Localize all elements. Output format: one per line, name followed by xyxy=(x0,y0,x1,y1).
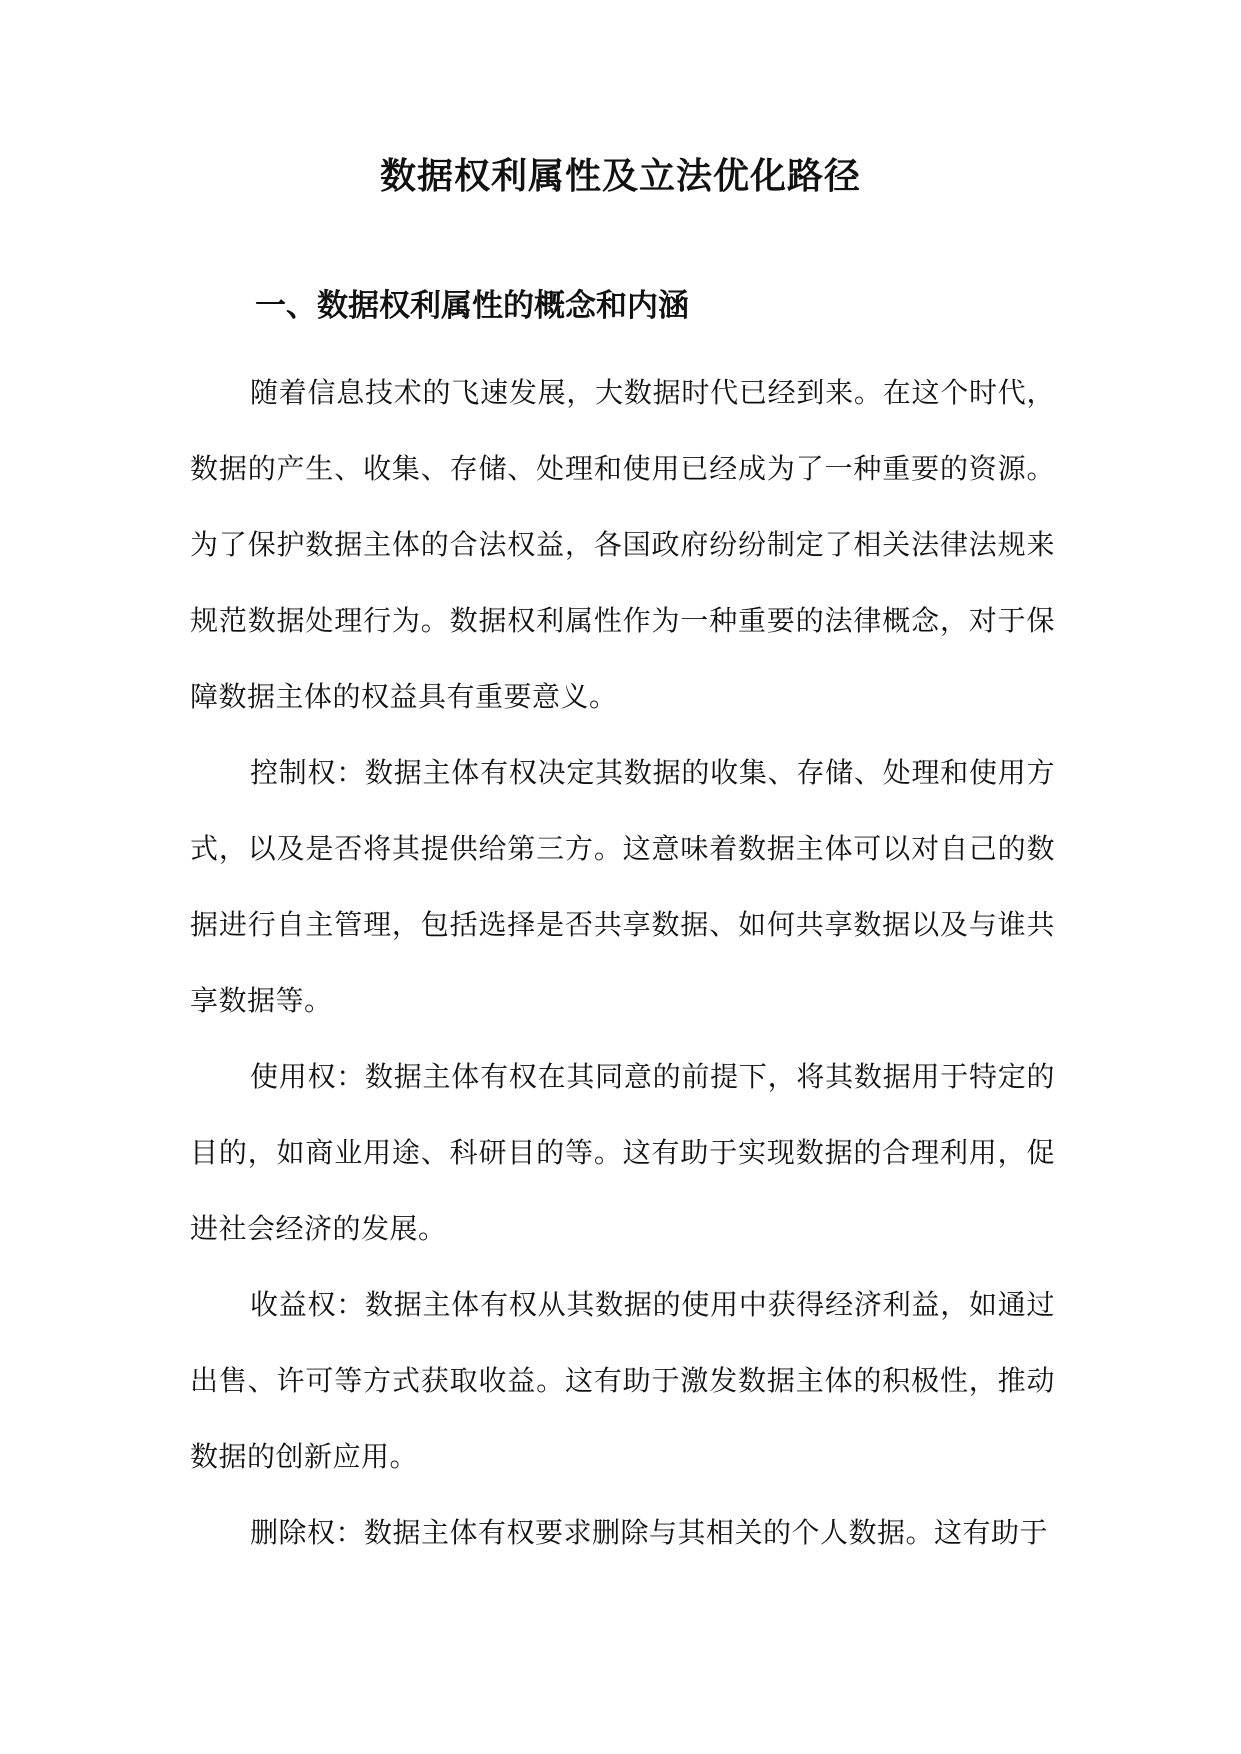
paragraph-control-right: 控制权：数据主体有权决定其数据的收集、存储、处理和使用方式，以及是否将其提供给第三方。这意味着数据主体可以对自己的数据进行自主管理，包括选择是否共享数据、如何共享数据以及与谁共享数据等。 xyxy=(190,756,1055,1017)
paragraph-use-right: 使用权：数据主体有权在其同意的前提下，将其数据用于特定的目的，如商业用途、科研目的等。这有助于实现数据的合理利用，促进社会经济的发展。 xyxy=(190,1060,1055,1245)
section-heading: 一、数据权利属性的概念和内涵 xyxy=(255,288,689,324)
document-title: 数据权利属性及立法优化路径 xyxy=(379,156,861,197)
paragraph-deletion-right: 删除权：数据主体有权要求删除与其相关的个人数据。这有助于 xyxy=(250,1516,1049,1549)
paragraph-intro: 随着信息技术的飞速发展，大数据时代已经到来。在这个时代，数据的产生、收集、存储、处理和使用已经成为了一种重要的资源。为了保护数据主体的合法权益，各国政府纷纷制定了相关法律法规来规范数据处理行为。数据权利属性作为一种重要的法律概念，对于保障数据主体的权益具有重要意义。 xyxy=(190,376,1055,713)
paragraph-income-right: 收益权：数据主体有权从其数据的使用中获得经济利益，如通过出售、许可等方式获取收益。这有助于激发数据主体的积极性，推动数据的创新应用。 xyxy=(190,1288,1055,1473)
section-body xyxy=(190,355,1055,1571)
